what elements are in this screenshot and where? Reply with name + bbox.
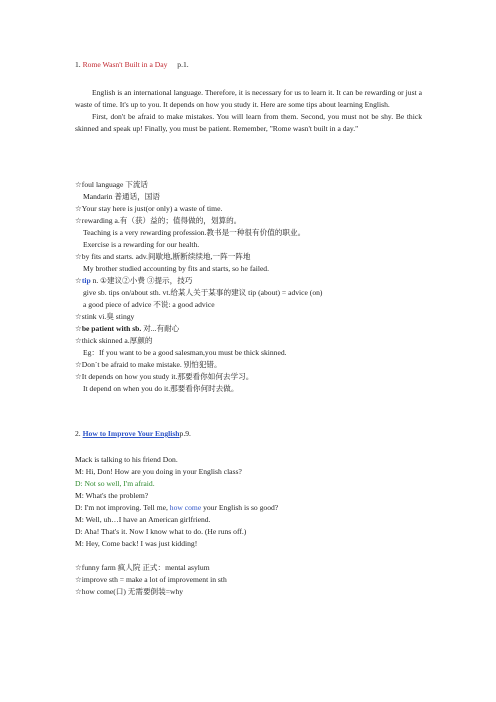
section1-title: Rome Wasn't Built in a Day <box>82 60 168 69</box>
dialogue-line-2: D: Not so well, I'm afraid. <box>75 479 155 488</box>
note-teaching: Teaching is a very rewarding profession.教书是一种很有价值的职业。 <box>83 228 306 237</box>
note-stink: ☆stink vi.臭 stingy <box>75 312 135 321</box>
section2-title: How to Improve Your English <box>82 429 180 438</box>
note-tip-star: ☆ <box>75 276 82 285</box>
section1-passage <box>75 87 422 135</box>
note-tip-keyword: tip <box>81 276 91 285</box>
note-be-patient-meaning: 对...有耐心 <box>141 324 180 333</box>
note-thick-skinned: ☆thick skinned a.厚颜的 <box>75 336 153 345</box>
dialogue-line-4-start: D: I'm not improving. Tell me, <box>75 503 170 512</box>
section2-heading <box>75 430 191 438</box>
dialogue-line-5: M: Well, uh…I have an American girlfriend. <box>75 515 211 524</box>
section2-page-ref: p.9. <box>179 429 191 438</box>
dialogue-how-come: how come <box>169 503 202 512</box>
note-brother-example: My brother studied accounting by fits and starts, so he failed. <box>83 264 270 273</box>
note-funny-farm: ☆funny farm 疯人院 正式：mental asylum <box>75 563 210 572</box>
dialogue-line-3: M: What's the problem? <box>75 491 149 500</box>
dialogue-line-4 <box>75 504 278 512</box>
note-salesman-example: Eg：If you want to be a good salesman,you must be thick skinned. <box>83 348 287 357</box>
note-mandarin: Mandarin 普通话，国语 <box>83 192 160 201</box>
section1-page-ref: p.1. <box>177 60 189 69</box>
section1-paragraph-2: First, don't be afraid to make mistakes. You will learn from them. Second, you must not be shy. Be thick skinned and speak up! Finally, you must be patient. Remember, "Rome wasn't built in a day." <box>75 112 422 133</box>
dialogue-intro: Mack is talking to his friend Don. <box>75 455 178 464</box>
note-be-patient-star: ☆ <box>75 324 82 333</box>
note-foul-language: ☆foul language 下流话 <box>75 180 149 189</box>
dialogue-line-4-end: your English is so good? <box>201 503 279 512</box>
dialogue-line-1: M: Hi, Don! How are you doing in your English class? <box>75 467 242 476</box>
note-be-patient-phrase: be patient with sb. <box>81 324 142 333</box>
section2-number: 2. <box>75 429 81 438</box>
note-rewarding: ☆rewarding a.有（获）益的；值得做的，划算的。 <box>75 216 242 225</box>
note-exercise: Exercise is a rewarding for our health. <box>83 240 200 249</box>
note-be-patient <box>75 325 179 333</box>
dialogue-line-6: D: Aha! That's it. Now I know what to do. (He runs off.) <box>75 527 247 536</box>
note-it-depends: ☆It depends on how you study it.那要看你如何去学习。 <box>75 372 254 381</box>
note-tip <box>75 277 192 285</box>
note-tip-meaning: n. ①建议②小费 ③提示，技巧 <box>90 276 193 285</box>
note-improve: ☆improve sth = make a lot of improvement in sth <box>75 575 227 584</box>
note-dont-be-afraid: ☆Don`t be afraid to make mistake. 别怕犯错。 <box>75 360 222 369</box>
section1-paragraph-1: English is an international language. Therefore, it is necessary for us to learn it. It can be rewarding or just a waste of time. It's up to you. It depends on how you study it. Here are some tips about learning English. <box>75 88 422 109</box>
note-piece-of-advice: a good piece of advice 不说: a good advice <box>83 300 215 309</box>
section1-number: 1. <box>75 60 81 69</box>
note-it-depend: It depend on when you do it.那要看你何时去做。 <box>83 384 239 393</box>
section1-heading <box>75 61 189 69</box>
note-how-come: ☆how come(口) 无需要倒装=why <box>75 587 184 596</box>
note-give-tips: give sb. tips on/about sth. vt.给某人关于某事的建议 tip (about) = advice (on) <box>83 288 323 297</box>
note-by-fits-and-starts: ☆by fits and starts. adv.间歇地,断断续续地,一阵一阵地 <box>75 252 251 261</box>
note-stay: ☆Your stay here is just(or only) a waste of time. <box>75 204 223 213</box>
dialogue-line-7: M: Hey, Come back! I was just kidding! <box>75 539 198 548</box>
